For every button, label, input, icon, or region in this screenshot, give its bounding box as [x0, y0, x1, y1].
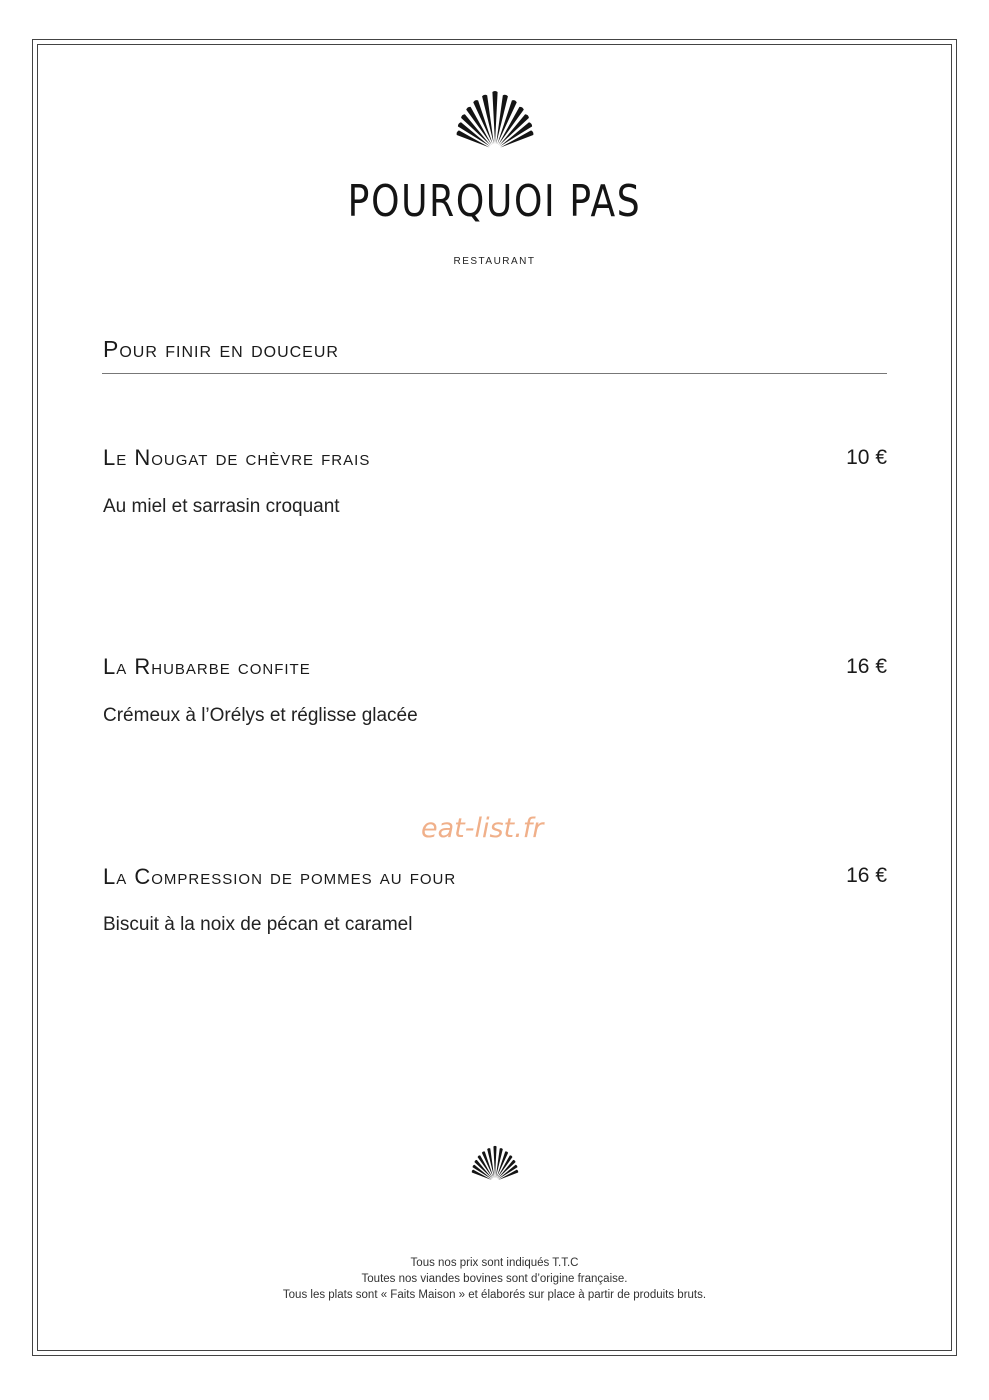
menu-item-name: La Compression de pommes au four — [103, 864, 457, 889]
footer-notes — [0, 1255, 989, 1303]
brand-name: POURQUOI PAS — [347, 176, 642, 227]
section-divider — [102, 373, 887, 374]
footer-line: Tous nos prix sont indiqués T.T.C — [410, 1257, 579, 1269]
scallop-shell-icon — [452, 90, 538, 152]
menu-item-price: 16 € — [846, 655, 887, 678]
menu-item-name: La Rhubarbe confite — [103, 654, 311, 679]
footer-line: Tous les plats sont « Faits Maison » et élaborés sur place à partir de produits bruts. — [282, 1289, 707, 1301]
menu-item-description: Au miel et sarrasin croquant — [103, 496, 340, 517]
section-title: Pour finir en douceur — [103, 336, 339, 362]
footer-line: Toutes nos viandes bovines sont d’origine française. — [361, 1273, 628, 1285]
menu-item-name: Le Nougat de chèvre frais — [103, 445, 371, 470]
scallop-shell-icon — [469, 1145, 521, 1183]
brand-subtitle: RESTAURANT — [453, 256, 536, 267]
menu-item-price: 10 € — [846, 446, 887, 469]
menu-item-description: Biscuit à la noix de pécan et caramel — [103, 914, 413, 935]
menu-item-description: Crémeux à l’Orélys et réglisse glacée — [103, 705, 418, 726]
watermark: eat-list.fr — [421, 813, 544, 844]
menu-item-price: 16 € — [846, 864, 887, 887]
